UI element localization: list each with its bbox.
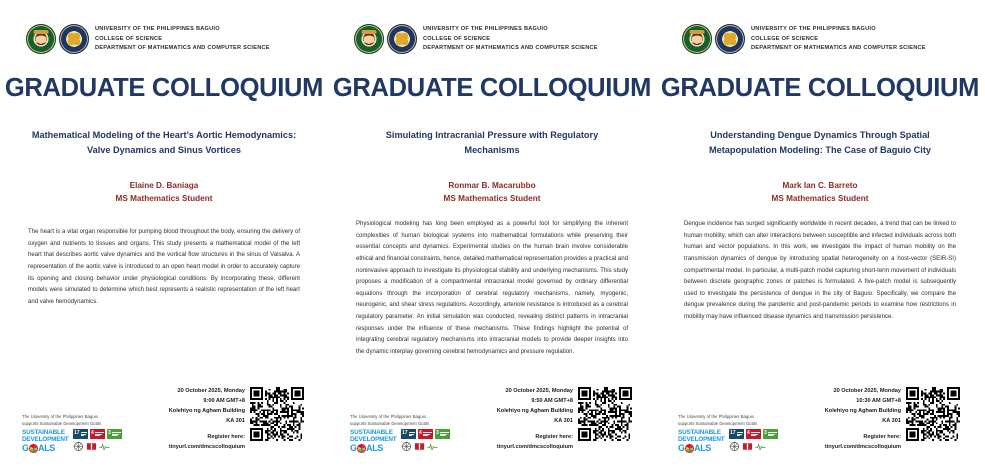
sdg-color-wheel-icon (357, 444, 366, 453)
org-lines (95, 25, 270, 52)
sdg-word-development: DEVELOPMENT (22, 436, 69, 444)
open-book-icon (414, 441, 425, 452)
abstract-text: The heart is a vital organ responsible for pumping blood throughout the body, ensuring the delivery of oxygen and nutrients to tissues and organs. This study presents a mathematical model of the left heart that describes aortic valve dynamics and the vortical flow structures in the sinus of Valsalva. A representation of the aortic valve is introduced to an open heart model in order to accurately capture its opening and closing behavior under physiological conditions. By incorporating these, different models were simulated to determine which best represents a realistic representation of the left heart and valve hemodynamics. (28, 229, 300, 305)
sdg-tile-3 (435, 429, 450, 439)
sdg-tile-number: 4 (91, 430, 94, 437)
page-title: GRADUATE COLLOQUIUM (332, 74, 652, 102)
poster-header (0, 0, 328, 54)
event-venue: Kolehiyo ng Agham Building (824, 407, 901, 414)
sdg-word-sustainable: SUSTAINABLE (678, 429, 721, 437)
poster-card (328, 0, 656, 475)
sdg-icon-line (401, 441, 450, 452)
talk-title: Simulating Intracranial Pressure with Regulatory Mechanisms (385, 130, 599, 155)
event-date: 20 October 2025, Monday (833, 388, 901, 395)
sdg-goals-g: G (350, 442, 357, 453)
sdg-word-sustainable: SUSTAINABLE (22, 429, 65, 437)
qr-code[interactable] (250, 387, 304, 441)
page-title: GRADUATE COLLOQUIUM (660, 74, 980, 102)
sdg-tile-number: 3 (108, 430, 111, 437)
sdg-statement-line1: The University of the Philippines Baguio (350, 414, 426, 420)
register-link[interactable]: tinyurl.com/dmcscolloquium (496, 444, 573, 451)
org-line-university: UNIVERSITY OF THE PHILIPPINES BAGUIO (95, 26, 220, 33)
sdg-word-development: DEVELOPMENT (678, 436, 725, 444)
sdg-statement (22, 414, 140, 427)
org-line-department: DEPARTMENT OF MATHEMATICS AND COMPUTER SCIENCE (423, 45, 598, 52)
college-of-science-seal-icon (715, 24, 745, 54)
register-link[interactable]: tinyurl.com/dmcscolloquium (168, 444, 245, 451)
org-line-university: UNIVERSITY OF THE PHILIPPINES BAGUIO (423, 26, 548, 33)
sdg-block (350, 414, 468, 453)
sdg-statement (350, 414, 468, 427)
sdg-tile-bars (768, 432, 777, 436)
qr-code[interactable] (906, 387, 960, 441)
sdg-logo-row (22, 429, 140, 453)
org-line-department: DEPARTMENT OF MATHEMATICS AND COMPUTER SCIENCE (751, 45, 926, 52)
sdg-block (678, 414, 796, 453)
sdg-statement-line2: supports Sustainable Development Goals (678, 420, 758, 426)
sdg-tile-number: 3 (436, 430, 439, 437)
seal-group (354, 24, 417, 54)
poster-card (0, 0, 328, 475)
sdg-icon-line (73, 441, 122, 452)
sdg-goals-als: ALS (38, 442, 55, 453)
up-seal-icon (354, 24, 384, 54)
event-time: 10:30 AM GMT+8 (856, 398, 901, 405)
speaker-name: Elaine D. Baniaga (129, 180, 199, 190)
sdg-tile-bars (423, 432, 432, 436)
sdg-tile-line (729, 429, 778, 439)
org-lines (423, 25, 598, 52)
event-venue: Kolehiyo ng Agham Building (496, 407, 573, 414)
event-room: KA 301 (554, 417, 573, 424)
sdg-tile-bars (751, 432, 760, 436)
event-text (169, 387, 245, 453)
sdg-tile-number: 3 (764, 430, 767, 437)
sdg-tile-17 (73, 429, 88, 439)
event-text (825, 387, 901, 453)
sdg-tile-line (73, 429, 122, 439)
poster-footer (328, 387, 656, 453)
sdg-tile-bars (737, 432, 743, 436)
speaker-block (0, 180, 328, 205)
sdg-tile-4 (746, 429, 761, 439)
sdg-logo-row (350, 429, 468, 453)
sdg-tile-17 (729, 429, 744, 439)
abstract-text: Physiological modeling has long been employed as a powerful tool for simplifying the inherent complexities of human biological systems into mathematical formulations while preserving their essential concepts and dynamics. Experimental studies on the human brain involve considerable ethical and financial constraints, hence, detailed mathematical representation provides a practical and noninvasive approach to investigate its physiological stability and underlying mechanisms. This study proposes a modification of a compartmental intracranial model governed by ordinary differential equations through the incorporation of cerebral regulatory mechanisms, namely, myogenic, neurogenic, and shear stress regulations. Accordingly, arteriole resistance is introduced as a cerebral regulatory parameter. An initial simulation was conducted, revealing distinct patterns in intracranial responses under the influence of these mechanisms. These findings highlight the potential of integrating cerebral regulatory mechanisms into intracranial models to provide deeper insights into the dynamic interplay governing cerebral hemodynamics and pressure regulation. (356, 221, 628, 355)
event-details (825, 387, 960, 453)
poster-header (656, 0, 984, 54)
sdg-block (22, 414, 140, 453)
sdg-word-goals (350, 444, 398, 453)
open-book-icon (742, 441, 753, 452)
sdg-goals-g: G (22, 442, 29, 453)
sdg-icon-line (729, 441, 778, 452)
speaker-block (656, 180, 984, 205)
event-time: 9:00 AM GMT+8 (203, 398, 245, 405)
college-of-science-seal-icon (59, 24, 89, 54)
sdg-tile-line (401, 429, 450, 439)
sdg-tile-3 (763, 429, 778, 439)
org-line-college: COLLEGE OF SCIENCE (423, 35, 491, 42)
sdg-goals-als: ALS (694, 442, 711, 453)
sdg-tiles (729, 429, 778, 452)
sdg-statement-line2: supports Sustainable Development Goals (350, 420, 430, 426)
sdg-color-wheel-icon (685, 444, 694, 453)
event-date: 20 October 2025, Monday (177, 388, 245, 395)
sdg-goals-g: G (678, 442, 685, 453)
register-label: Register here: (207, 434, 245, 441)
sdg-statement-line1: The University of the Philippines Baguio (22, 414, 98, 420)
sdg-tile-number: 4 (419, 430, 422, 437)
poster-card (656, 0, 984, 475)
sdg-tile-number: 17 (74, 430, 80, 437)
abstract-text: Dengue incidence has surged significantly worldwide in recent decades, a trend that can be linked to human mobility, which can alter interactions between susceptible and infected individuals across both human and vector populations. In this work, we investigate the impact of human mobility on the transmission dynamics of dengue by introducing spatial heterogeneity on a host-vector (SEIR-SI) compartmental model. In particular, a multi-patch model capturing short-term movement of individuals between discrete geographic zones or patches is formulated. A five-patch model is subsequently used to investigate the persistence of dengue in the city of Baguio. Specifically, we compare the dengue prevalence during the pandemic and post-pandemic periods to examine how restrictions in mobility may have influenced disease dynamics and transmission persistence. (684, 221, 956, 321)
sdg-wordmark (350, 429, 398, 453)
event-text (497, 387, 573, 453)
sdg-statement-line2: supports Sustainable Development Goals (22, 420, 102, 426)
org-line-college: COLLEGE OF SCIENCE (751, 35, 819, 42)
speaker-name: Mark Ian C. Barreto (782, 180, 858, 190)
sdg-tile-number: 4 (747, 430, 750, 437)
sdg-tile-4 (418, 429, 433, 439)
sdg-tile-bars (95, 432, 104, 436)
seal-group (682, 24, 745, 54)
partnership-circle-icon (73, 441, 84, 452)
event-room: KA 301 (226, 417, 245, 424)
register-link[interactable]: tinyurl.com/dmcscolloquium (824, 444, 901, 451)
org-lines (751, 25, 926, 52)
open-book-icon (86, 441, 97, 452)
speaker-name: Ronmar B. Macarubbo (448, 180, 536, 190)
sdg-color-wheel-icon (29, 444, 38, 453)
heartbeat-icon (755, 441, 766, 452)
sdg-tile-17 (401, 429, 416, 439)
event-room: KA 301 (882, 417, 901, 424)
up-seal-icon (26, 24, 56, 54)
seal-group (26, 24, 89, 54)
up-seal-icon (682, 24, 712, 54)
sdg-word-sustainable: SUSTAINABLE (350, 429, 393, 437)
sdg-wordmark (678, 429, 726, 453)
sdg-tiles (401, 429, 450, 452)
speaker-block (328, 180, 656, 205)
partnership-circle-icon (401, 441, 412, 452)
org-line-department: DEPARTMENT OF MATHEMATICS AND COMPUTER SCIENCE (95, 45, 270, 52)
sdg-tile-bars (112, 432, 121, 436)
poster-header (328, 0, 656, 54)
register-label: Register here: (535, 434, 573, 441)
sdg-tile-bars (409, 432, 415, 436)
sdg-word-goals (678, 444, 726, 453)
sdg-tile-number: 17 (730, 430, 736, 437)
sdg-statement (678, 414, 796, 427)
event-time: 9:50 AM GMT+8 (531, 398, 573, 405)
heartbeat-icon (99, 441, 110, 452)
sdg-word-goals (22, 444, 70, 453)
sdg-wordmark (22, 429, 70, 453)
speaker-role: MS Mathematics Student (115, 193, 213, 203)
talk-title: Understanding Dengue Dynamics Through Spatial Metapopulation Modeling: The Case of Baguio City (708, 130, 932, 155)
sdg-tile-3 (107, 429, 122, 439)
page-title: GRADUATE COLLOQUIUM (4, 74, 324, 102)
org-line-college: COLLEGE OF SCIENCE (95, 35, 163, 42)
sdg-tile-bars (81, 432, 87, 436)
sdg-logo-row (678, 429, 796, 453)
poster-footer (0, 387, 328, 453)
event-details (169, 387, 304, 453)
sdg-goals-als: ALS (366, 442, 383, 453)
sdg-tile-number: 17 (402, 430, 408, 437)
sdg-tile-4 (90, 429, 105, 439)
poster-footer (656, 387, 984, 453)
heartbeat-icon (427, 441, 438, 452)
event-date: 20 October 2025, Monday (505, 388, 573, 395)
event-venue: Kolehiyo ng Agham Building (168, 407, 245, 414)
speaker-role: MS Mathematics Student (771, 193, 869, 203)
event-details (497, 387, 632, 453)
sdg-tile-bars (440, 432, 449, 436)
college-of-science-seal-icon (387, 24, 417, 54)
sdg-tiles (73, 429, 122, 452)
sdg-statement-line1: The University of the Philippines Baguio (678, 414, 754, 420)
partnership-circle-icon (729, 441, 740, 452)
speaker-role: MS Mathematics Student (443, 193, 541, 203)
sdg-word-development: DEVELOPMENT (350, 436, 397, 444)
talk-title: Mathematical Modeling of the Heart’s Aortic Hemodynamics: Valve Dynamics and Sinus Vortices (31, 130, 297, 155)
qr-code[interactable] (578, 387, 632, 441)
register-label: Register here: (863, 434, 901, 441)
org-line-university: UNIVERSITY OF THE PHILIPPINES BAGUIO (751, 26, 876, 33)
